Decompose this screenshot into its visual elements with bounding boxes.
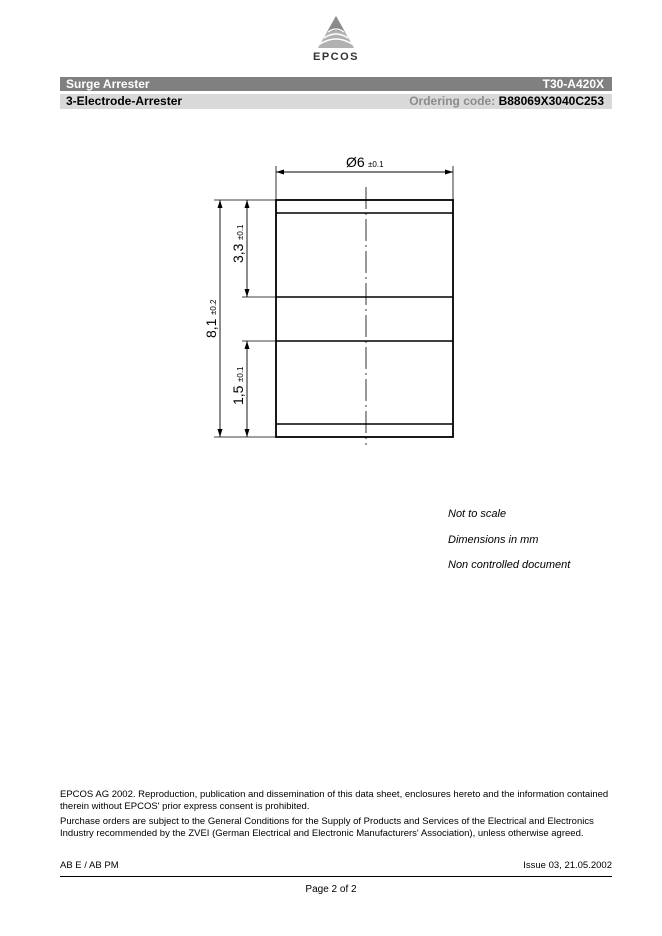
subtitle-bar (60, 94, 612, 109)
drawing-notes (448, 508, 570, 585)
note-scale: Not to scale (448, 508, 507, 520)
arrester-body (276, 200, 453, 437)
footer-legal (60, 789, 612, 843)
logo-text: EPCOS (312, 51, 359, 63)
footer-divider (60, 876, 612, 877)
purchase-terms: Purchase orders are subject to the General Conditions for the Supply of Products and Services of the Electrical and Electronics Industry recommended by the ZVEI (German Electrical and Electronic Manufacturers' Association), unless otherwise agreed. (60, 816, 594, 839)
top-section-label: 3,3 (230, 243, 246, 263)
part-number: T30-A420X (542, 77, 604, 91)
epcos-triangle-icon (306, 14, 366, 52)
height-tolerance: ±0.2 (209, 299, 218, 315)
note-units: Dimensions in mm (448, 533, 539, 546)
bottom-section-label: 1,5 (230, 385, 246, 405)
bottom-section-tolerance: ±0.1 (236, 366, 245, 382)
product-type-bar (60, 77, 612, 91)
subtitle: 3-Electrode-Arrester (66, 94, 183, 108)
ordering-code-label: Ordering code: (409, 94, 496, 108)
footer-meta (60, 860, 612, 874)
ordering-code-value: B88069X3040C253 (498, 94, 604, 108)
ordering-code (409, 94, 604, 109)
page-number: Page 2 of 2 (305, 884, 357, 895)
department-code: AB E / AB PM (60, 860, 119, 871)
dimension-drawing (200, 150, 470, 450)
note-control: Non controlled document (448, 559, 571, 571)
top-section-tolerance: ±0.1 (236, 224, 245, 240)
height-label: 8,1 (203, 318, 219, 338)
copyright-notice: EPCOS AG 2002. Reproduction, publication and dissemination of this data sheet, enclosures hereto and the information contained therein without EPCOS' prior express consent is prohibited. (60, 789, 609, 812)
issue-date: Issue 03, 21.05.2002 (523, 860, 612, 871)
epcos-logo (306, 14, 366, 66)
diameter-label: Ø6 (346, 154, 365, 170)
diameter-tolerance: ±0.1 (368, 160, 384, 169)
product-type: Surge Arrester (66, 77, 150, 91)
